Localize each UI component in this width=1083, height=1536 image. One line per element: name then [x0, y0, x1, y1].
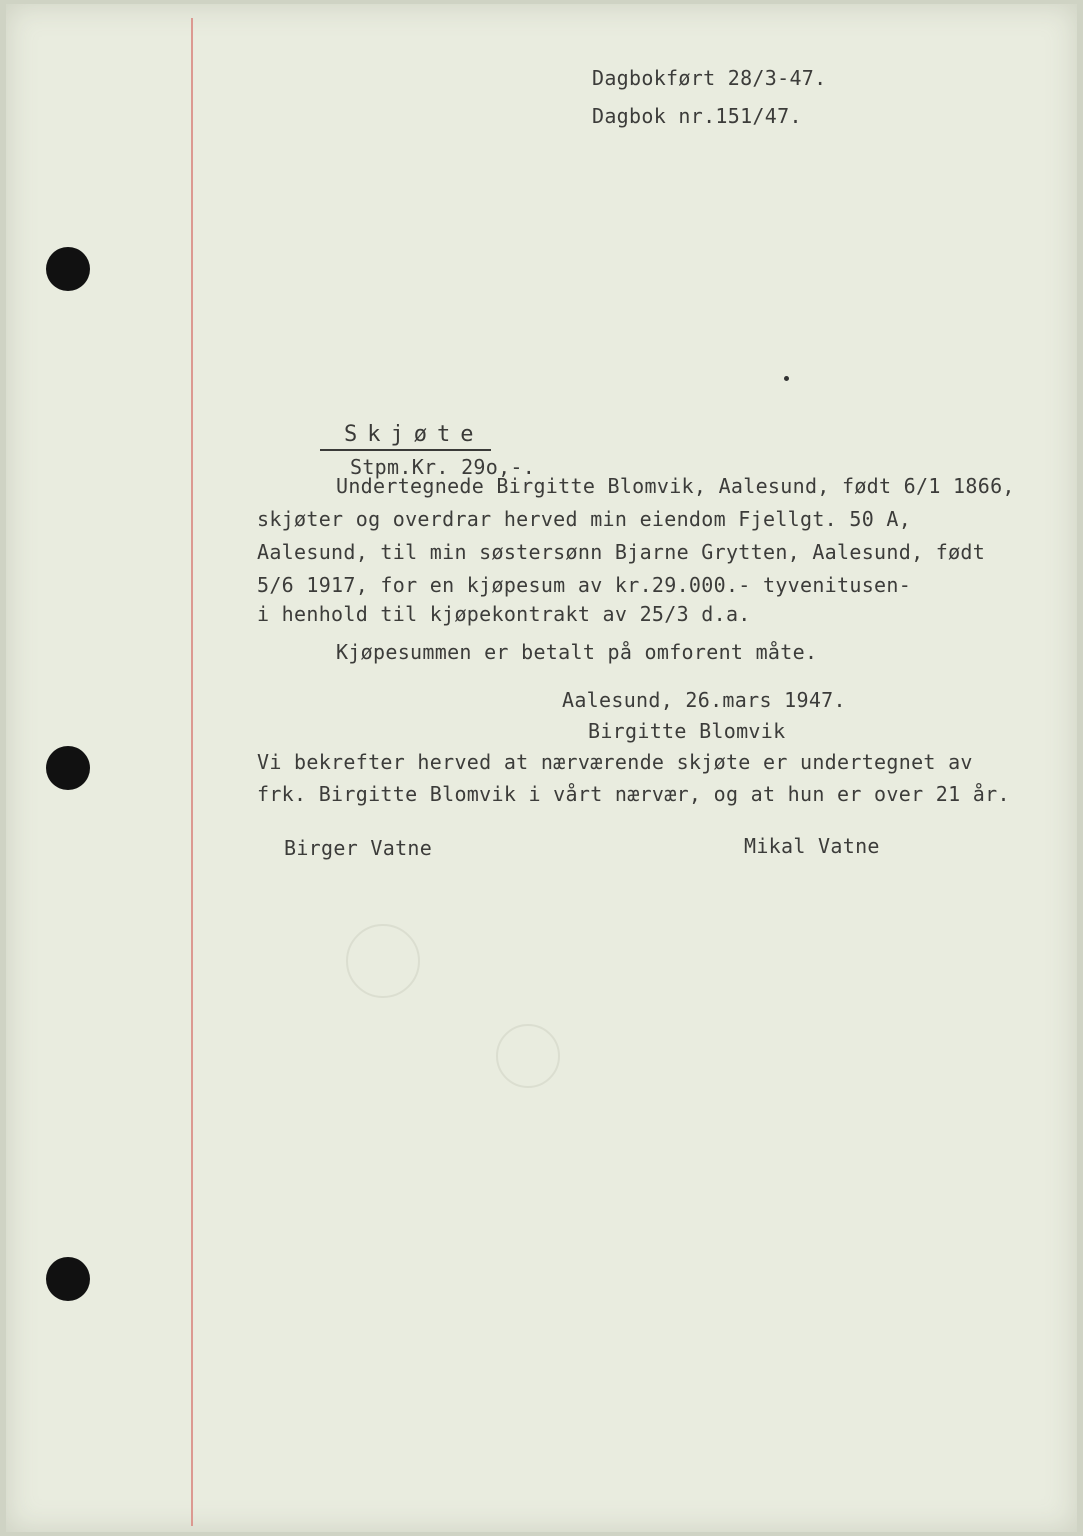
- stamp-duty: Stpm.Kr. 29o,-.: [350, 455, 536, 479]
- punch-hole-middle: [46, 746, 90, 790]
- witness-statement: frk. Birgitte Blomvik i vårt nærvær, og at hun er over 21 år.: [257, 782, 1010, 806]
- registration-line: Dagbokført 28/3-47.: [592, 66, 827, 90]
- punch-hole-top: [46, 247, 90, 291]
- seller-signature: Birgitte Blomvik: [588, 719, 786, 743]
- ink-dot: [784, 376, 789, 381]
- document-page: [6, 4, 1077, 1532]
- payment-line: Kjøpesummen er betalt på omforent måte.: [336, 640, 818, 664]
- body-line: Aalesund, til min søstersønn Bjarne Grytten, Aalesund, født: [257, 540, 986, 564]
- witness-signature-left: Birger Vatne: [284, 836, 433, 860]
- bleed-through-mark: [496, 1024, 560, 1088]
- witness-signature-right: Mikal Vatne: [744, 834, 880, 858]
- punch-hole-bottom: [46, 1257, 90, 1301]
- body-line: skjøter og overdrar herved min eiendom Fjellgt. 50 A,: [257, 507, 912, 531]
- witness-statement: Vi bekrefter herved at nærværende skjøte er undertegnet av: [257, 750, 973, 774]
- journal-number: Dagbok nr.151/47.: [592, 104, 802, 128]
- document-title: Skjøte: [320, 422, 491, 451]
- body-line: i henhold til kjøpekontrakt av 25/3 d.a.: [257, 602, 751, 626]
- body-line: 5/6 1917, for en kjøpesum av kr.29.000.- tyvenitusen-: [257, 573, 912, 597]
- body-line: Undertegnede Birgitte Blomvik, Aalesund, født 6/1 1866,: [336, 474, 1015, 498]
- margin-rule: [191, 18, 193, 1526]
- place-date: Aalesund, 26.mars 1947.: [562, 688, 846, 712]
- bleed-through-mark: [346, 924, 420, 998]
